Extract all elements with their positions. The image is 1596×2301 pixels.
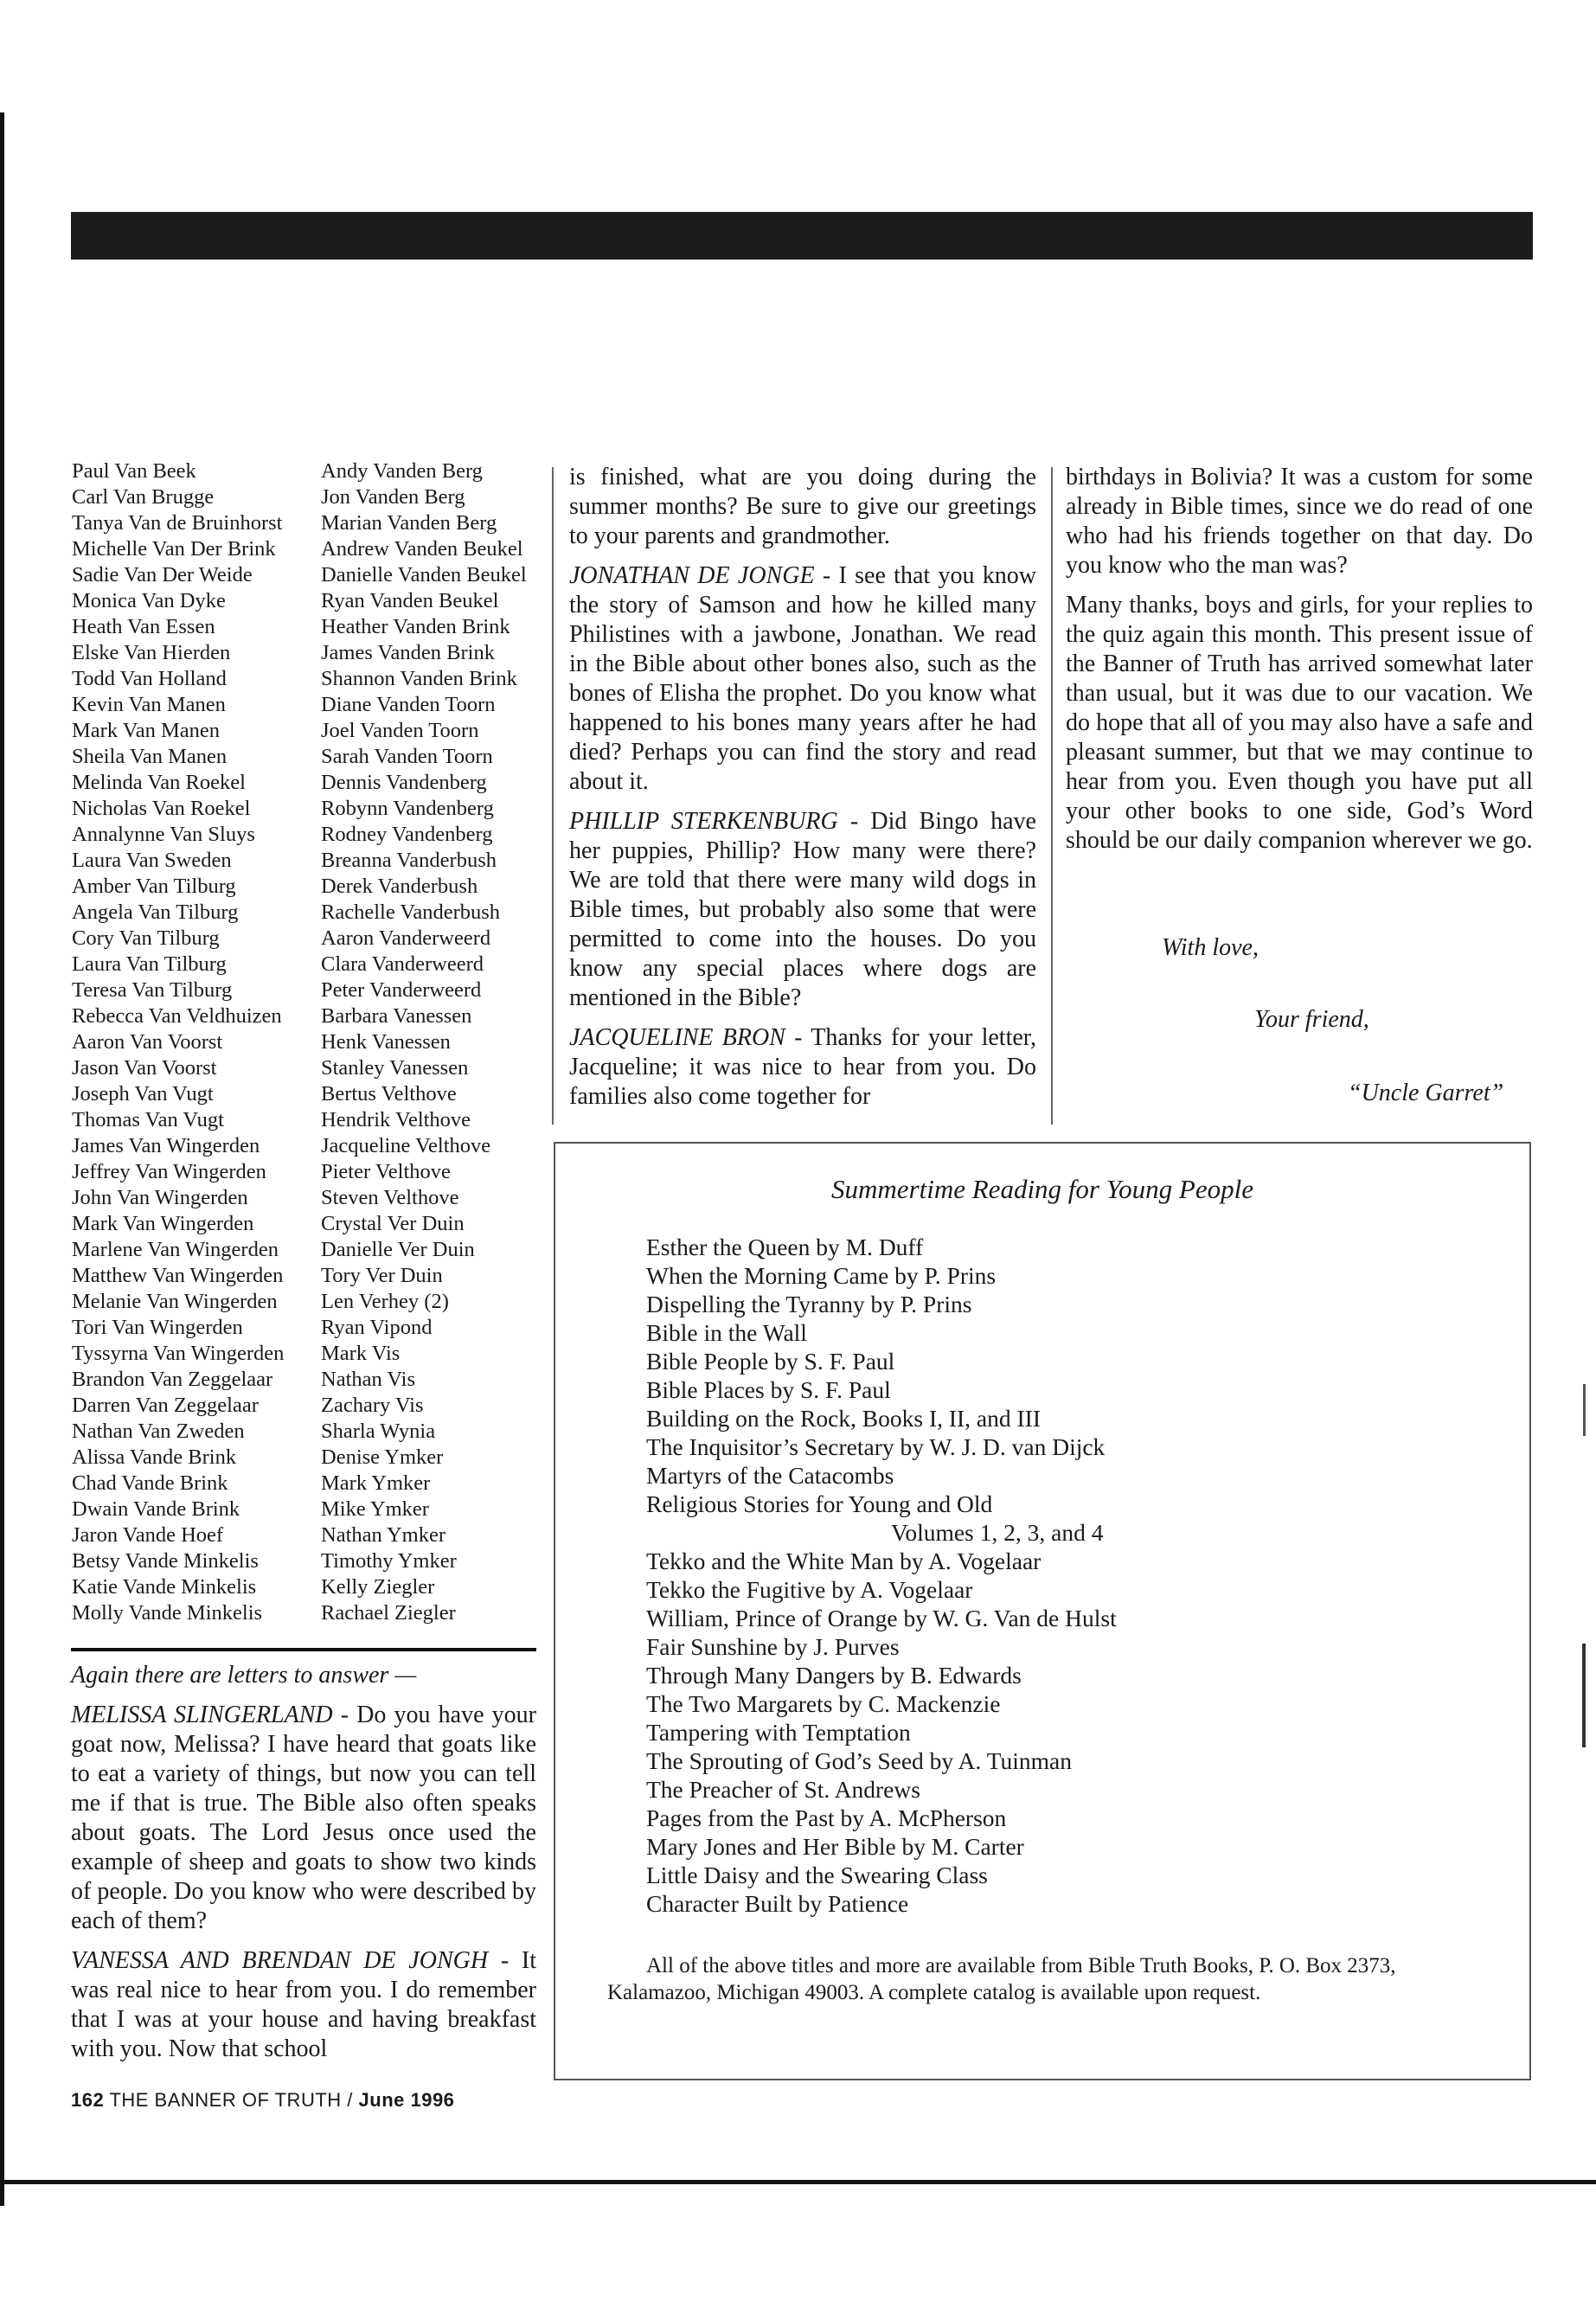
letter-phillip bbox=[569, 807, 1036, 1013]
name-entry: Ryan Vipond bbox=[321, 1316, 433, 1339]
letter-vanessa-cont: is finished, what are you doing during the summer months? Be sure to give our greetings to your parents and grandmother. bbox=[569, 464, 1036, 549]
name-entry: Zachary Vis bbox=[321, 1394, 424, 1417]
name-entry: Alissa Vande Brink bbox=[72, 1445, 237, 1469]
name-entry: Jon Vanden Berg bbox=[321, 485, 465, 509]
book-volumes: Volumes 1, 2, 3, and 4 bbox=[891, 1519, 1104, 1546]
letters-column-2 bbox=[569, 463, 1036, 1122]
reading-note: All of the above titles and more are available from Bible Truth Books, P. O. Box 2373, Kalamazoo, Michigan 49003. A complete catalog is available upon request. bbox=[607, 1954, 1396, 2004]
publication-name: THE BANNER OF TRUTH / bbox=[109, 2089, 353, 2111]
name-entry: Rebecca Van Veldhuizen bbox=[72, 1004, 282, 1028]
letters-column-1 bbox=[71, 1661, 536, 2074]
letter-text: - Thanks for your letter, Jacqueline; it was nice to hear from you. Do families also come together for bbox=[569, 1024, 1036, 1110]
name-entry: Timothy Ymker bbox=[321, 1549, 457, 1573]
name-entry: Melinda Van Roekel bbox=[72, 771, 246, 794]
name-entry: Laura Van Tilburg bbox=[72, 952, 227, 976]
name-entry: Ryan Vanden Beukel bbox=[321, 589, 499, 612]
name-entry: Derek Vanderbush bbox=[321, 875, 478, 898]
letter-text: - Did Bingo have her puppies, Phillip? How many were there? We are told that there were many wild dogs in Bible times, but probably also some that were permitted to come into the houses. Do you know any special places where dogs are mentioned in the Bible? bbox=[569, 808, 1036, 1011]
name-entry: Nathan Ymker bbox=[321, 1523, 445, 1547]
page-footer bbox=[71, 2089, 454, 2112]
name-entry: Bertus Velthove bbox=[321, 1082, 457, 1106]
name-entry: Kevin Van Manen bbox=[72, 693, 226, 716]
name-entry: Rachelle Vanderbush bbox=[321, 901, 501, 924]
name-entry: Jeffrey Van Wingerden bbox=[72, 1160, 266, 1183]
name-entry: Sadie Van Der Weide bbox=[72, 563, 253, 586]
signoff-love: With love, bbox=[1162, 934, 1259, 961]
book-title: Bible People by S. F. Paul bbox=[646, 1348, 895, 1375]
page-number: 162 bbox=[71, 2089, 105, 2111]
name-entry: Rachael Ziegler bbox=[321, 1601, 456, 1625]
name-entry: Heath Van Essen bbox=[72, 615, 215, 638]
name-entry: Michelle Van Der Brink bbox=[72, 537, 276, 561]
name-entry: Tori Van Wingerden bbox=[72, 1316, 243, 1339]
name-entry: Barbara Vanessen bbox=[321, 1004, 472, 1028]
column-rule bbox=[1051, 467, 1053, 1125]
signoff-friend: Your friend, bbox=[1254, 1006, 1369, 1033]
name-entry: Steven Velthove bbox=[321, 1186, 459, 1209]
letter-text: - Do you have your goat now, Melissa? I have heard that goats like to eat a variety of things, but now you can tell me if that is true. The Bible also often speaks about goats. The Lord Jesus once used the example of sheep and goats to show two kinds of people. Do you know who were described by each of them? bbox=[71, 1702, 536, 1934]
name-entry: Thomas Van Vugt bbox=[72, 1108, 224, 1131]
reading-book-list bbox=[646, 1233, 1252, 1918]
page-edge-left bbox=[0, 112, 4, 2206]
book-title: When the Morning Came by P. Prins bbox=[646, 1262, 997, 1289]
book-title: The Two Margarets by C. Mackenzie bbox=[646, 1690, 1001, 1717]
name-entry: Denise Ymker bbox=[321, 1445, 444, 1469]
name-entry: Monica Van Dyke bbox=[72, 589, 226, 612]
name-entry: Melanie Van Wingerden bbox=[72, 1290, 278, 1313]
letter-melissa bbox=[71, 1701, 536, 1936]
letter-jacqueline-cont: birthdays in Bolivia? It was a custom for some already in Bible times, since we do read of one who had his friends together on that day. Do you know who the man was? bbox=[1066, 464, 1533, 579]
name-entry: Dennis Vandenberg bbox=[321, 771, 487, 794]
issue-date: June 1996 bbox=[358, 2089, 455, 2111]
name-entry: Jacqueline Velthove bbox=[321, 1134, 491, 1157]
name-entry: Carl Van Brugge bbox=[72, 485, 215, 509]
name-entry: Peter Vanderweerd bbox=[321, 978, 482, 1002]
name-entry: John Van Wingerden bbox=[72, 1186, 248, 1209]
signoff-name: “Uncle Garret” bbox=[1348, 1080, 1504, 1106]
reading-title: Summertime Reading for Young People bbox=[831, 1174, 1253, 1204]
page-edge-mark bbox=[1583, 1384, 1586, 1436]
book-title: Religious Stories for Young and Old bbox=[646, 1490, 993, 1517]
name-entry: Marlene Van Wingerden bbox=[72, 1238, 279, 1261]
book-title: The Sprouting of God’s Seed by A. Tuinman bbox=[646, 1747, 1072, 1774]
book-title: Bible Places by S. F. Paul bbox=[646, 1376, 891, 1403]
name-entry: Nathan Van Zweden bbox=[72, 1420, 245, 1443]
letter-text: - I see that you know the story of Samson and how he killed many Philistines with a jawbone, Jonathan. We read in the Bible about other bones also, such as the bones of Elisha the prophet. Do you know what happened to his bones many years after he had died? Perhaps you can find the story and read about it. bbox=[569, 562, 1036, 795]
name-entry: Diane Vanden Toorn bbox=[321, 693, 496, 716]
name-entry: Annalynne Van Sluys bbox=[72, 823, 255, 846]
book-title: William, Prince of Orange by W. G. Van de Hulst bbox=[646, 1605, 1117, 1631]
name-entry: Mark Van Wingerden bbox=[72, 1212, 254, 1235]
name-entry: Joel Vanden Toorn bbox=[321, 719, 479, 742]
name-entry: Clara Vanderweerd bbox=[321, 952, 484, 976]
name-entry: Tanya Van de Bruinhorst bbox=[72, 511, 283, 535]
name-entry: Andrew Vanden Beukel bbox=[321, 537, 523, 561]
name-entry: Nicholas Van Roekel bbox=[72, 797, 251, 820]
letter-text: - It was real nice to hear from you. I do remember that I was at your house and having breakfast with you. Now that school bbox=[71, 1947, 537, 2062]
book-title: Through Many Dangers by B. Edwards bbox=[646, 1662, 1022, 1689]
name-entry: Robynn Vandenberg bbox=[321, 797, 494, 820]
name-entry: Angela Van Tilburg bbox=[72, 901, 239, 924]
name-entry: Sharla Wynia bbox=[321, 1420, 436, 1443]
book-title: Mary Jones and Her Bible by M. Carter bbox=[646, 1833, 1024, 1860]
name-entry: Andy Vanden Berg bbox=[321, 459, 483, 483]
name-entry: Cory Van Tilburg bbox=[72, 926, 220, 950]
name-entry: Jaron Vande Hoef bbox=[72, 1523, 224, 1547]
name-entry: James Van Wingerden bbox=[72, 1134, 260, 1157]
name-entry: Sarah Vanden Toorn bbox=[321, 745, 493, 768]
letter-vanessa bbox=[71, 1946, 536, 2064]
book-title: Tekko and the White Man by A. Vogelaar bbox=[646, 1548, 1042, 1574]
letter-lead: PHILLIP STERKENBURG bbox=[569, 808, 838, 835]
name-entry: Laura Van Sweden bbox=[72, 849, 232, 872]
book-title: Esther the Queen by M. Duff bbox=[646, 1234, 924, 1260]
name-entry: Henk Vanessen bbox=[321, 1030, 451, 1054]
book-title: Pages from the Past by A. McPherson bbox=[646, 1804, 1007, 1831]
name-entry: James Vanden Brink bbox=[321, 641, 495, 664]
book-title: Fair Sunshine by J. Purves bbox=[646, 1633, 900, 1660]
name-entry: Paul Van Beek bbox=[72, 459, 196, 483]
name-entry: Shannon Vanden Brink bbox=[321, 667, 517, 690]
name-entry: Todd Van Holland bbox=[72, 667, 227, 690]
name-entry: Dwain Vande Brink bbox=[72, 1497, 240, 1521]
name-entry: Tyssyrna Van Wingerden bbox=[72, 1342, 285, 1365]
name-entry: Mark Van Manen bbox=[72, 719, 221, 742]
header-bar bbox=[71, 212, 1533, 260]
letters-intro: Again there are letters to answer — bbox=[71, 1662, 417, 1689]
name-entry: Amber Van Tilburg bbox=[72, 875, 236, 898]
book-title: The Inquisitor’s Secretary by W. J. D. van Dijck bbox=[646, 1433, 1106, 1460]
book-title: Building on the Rock, Books I, II, and III bbox=[646, 1405, 1041, 1432]
book-title: Character Built by Patience bbox=[646, 1890, 909, 1917]
name-entry: Chad Vande Brink bbox=[72, 1471, 228, 1495]
name-entry: Sheila Van Manen bbox=[72, 745, 228, 768]
name-entry: Hendrik Velthove bbox=[321, 1108, 471, 1131]
name-entry: Crystal Ver Duin bbox=[321, 1212, 465, 1235]
book-title: Bible in the Wall bbox=[646, 1319, 807, 1346]
reading-list-box bbox=[554, 1142, 1531, 2080]
letter-lead: MELISSA SLINGERLAND bbox=[71, 1702, 333, 1728]
book-title: The Preacher of St. Andrews bbox=[646, 1776, 920, 1803]
name-entry: Danielle Ver Duin bbox=[321, 1238, 475, 1261]
name-entry: Jason Van Voorst bbox=[72, 1056, 217, 1080]
column-rule bbox=[552, 467, 554, 1125]
name-entry: Betsy Vande Minkelis bbox=[72, 1549, 259, 1573]
letter-lead: JACQUELINE BRON bbox=[569, 1024, 785, 1051]
name-entry: Heather Vanden Brink bbox=[321, 615, 510, 638]
name-entry: Len Verhey (2) bbox=[321, 1290, 449, 1313]
book-title: Little Daisy and the Swearing Class bbox=[646, 1862, 988, 1888]
book-title: Dispelling the Tyranny by P. Prins bbox=[646, 1291, 972, 1317]
name-entry: Breanna Vanderbush bbox=[321, 849, 497, 872]
name-entry: Danielle Vanden Beukel bbox=[321, 563, 527, 586]
name-entry: Rodney Vandenberg bbox=[321, 823, 493, 846]
name-entry: Molly Vande Minkelis bbox=[72, 1601, 263, 1625]
letters-column-3 bbox=[1066, 463, 1533, 866]
letter-lead: JONATHAN DE JONGE bbox=[569, 562, 815, 589]
book-title: Tampering with Temptation bbox=[646, 1719, 911, 1746]
name-entry: Stanley Vanessen bbox=[321, 1056, 469, 1080]
letter-lead: VANESSA AND BRENDAN DE JONGH bbox=[71, 1947, 489, 1974]
name-entry: Katie Vande Minkelis bbox=[72, 1575, 257, 1599]
names-column-a bbox=[72, 458, 305, 1626]
name-entry: Pieter Velthove bbox=[321, 1160, 451, 1183]
name-entry: Nathan Vis bbox=[321, 1368, 415, 1391]
names-column-b bbox=[321, 458, 554, 1626]
name-entry: Elske Van Hierden bbox=[72, 641, 231, 664]
name-entry: Aaron Vanderweerd bbox=[321, 926, 491, 950]
name-entry: Mark Vis bbox=[321, 1342, 401, 1365]
name-entry: Brandon Van Zeggelaar bbox=[72, 1368, 273, 1391]
name-entry: Joseph Van Vugt bbox=[72, 1082, 214, 1106]
name-entry: Matthew Van Wingerden bbox=[72, 1264, 284, 1287]
book-title: Tekko the Fugitive by A. Vogelaar bbox=[646, 1576, 973, 1603]
page-edge-mark bbox=[1582, 1644, 1586, 1747]
letter-jonathan bbox=[569, 561, 1036, 797]
name-entry: Darren Van Zeggelaar bbox=[72, 1394, 259, 1417]
name-entry: Aaron Van Voorst bbox=[72, 1030, 223, 1054]
name-entry: Mike Ymker bbox=[321, 1497, 429, 1521]
name-entry: Marian Vanden Berg bbox=[321, 511, 497, 535]
letter-jacqueline bbox=[569, 1023, 1036, 1112]
name-entry: Kelly Ziegler bbox=[321, 1575, 435, 1599]
closing-paragraph: Many thanks, boys and girls, for your replies to the quiz again this month. This present issue of the Banner of Truth has arrived somewhat later than usual, but it was due to our vacation. We do hope that all of you may also have a safe and pleasant summer, but that we may continue to hear from you. Even though you have put all your other books to one side, God’s Word should be our daily companion wherever we go. bbox=[1066, 592, 1533, 854]
section-divider bbox=[71, 1648, 536, 1651]
book-title: Martyrs of the Catacombs bbox=[646, 1462, 894, 1489]
page-bottom-rule bbox=[0, 2180, 1596, 2184]
name-entry: Tory Ver Duin bbox=[321, 1264, 443, 1287]
name-entry: Mark Ymker bbox=[321, 1471, 431, 1495]
name-entry: Teresa Van Tilburg bbox=[72, 978, 233, 1002]
